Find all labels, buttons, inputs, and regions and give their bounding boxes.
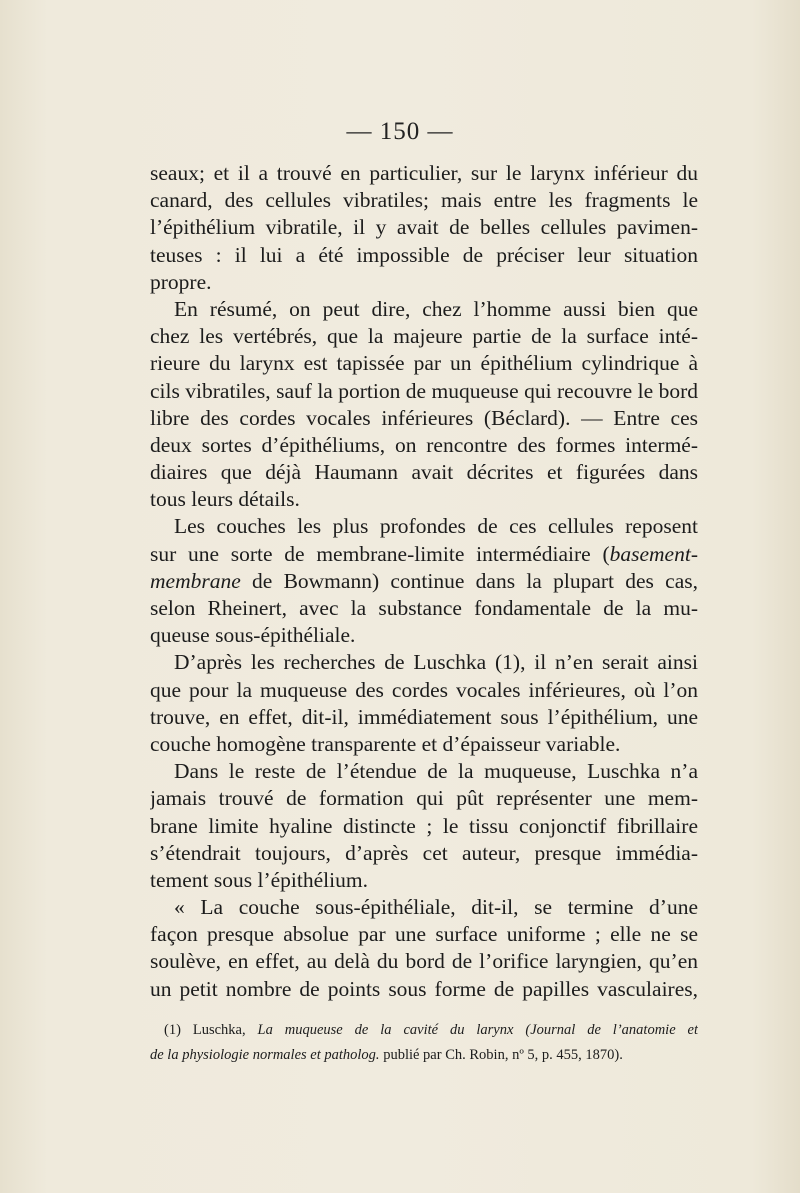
paragraph [150, 296, 698, 514]
page-number: — 150 — [346, 118, 454, 145]
text-line: sur une sorte de membrane-limite intermédiaire (basement- [150, 541, 698, 566]
footnote-rest: publié par Ch. Robin, nº 5, p. 455, 1870). [383, 1047, 623, 1063]
paragraph [150, 649, 698, 758]
text-line: deux sortes d’épithéliums, on rencontre des formes intermé- [150, 432, 698, 457]
text-line: canard, des cellules vibratiles; mais entre les fragments le [150, 188, 698, 213]
text-line: seaux; et il a trouvé en particulier, sur le larynx inférieur du [150, 161, 698, 185]
footnote-journal-cont: de la physiologie normales et patholog. [150, 1047, 380, 1063]
text-line: membrane de Bowmann) continue dans la plupart des cas, [150, 568, 698, 593]
footnote [150, 1018, 698, 1068]
text-line: libre des cordes vocales inférieures (Béclard). — Entre ces [150, 405, 698, 430]
text-line: queuse sous-épithéliale. [150, 623, 356, 648]
text-line: « La couche sous-épithéliale, dit-il, se termine d’une [174, 895, 698, 920]
text-line: que pour la muqueuse des cordes vocales inférieures, où l’on [150, 677, 698, 702]
footnote-title: La muqueuse de la cavité du larynx [257, 1022, 514, 1038]
text-line: selon Rheinert, avec la substance fondamentale de la mu- [150, 596, 698, 620]
italic-term: basement- [609, 541, 698, 566]
paragraph [150, 758, 698, 894]
text-line: brane limite hyaline distincte ; le tissu conjonctif fibrillaire [150, 813, 698, 838]
footnote-author: Luschka, [192, 1022, 246, 1038]
text-line: l’épithélium vibratile, il y avait de belles cellules pavimen- [150, 215, 698, 240]
paragraph [150, 894, 698, 1003]
text-line: s’étendrait toujours, d’après cet auteur, presque immédia- [150, 840, 698, 865]
paragraph [150, 513, 698, 649]
text-line: cils vibratiles, sauf la portion de muqueuse qui recouvre le bord [150, 378, 698, 403]
text-line: teuses : il lui a été impossible de préciser leur situation [150, 242, 698, 267]
text-line: diaires que déjà Haumann avait décrites et figurées dans [150, 460, 698, 485]
text-line: Dans le reste de l’étendue de la muqueuse, Luschka n’a [174, 759, 698, 784]
paragraph [150, 160, 698, 296]
text-line: tous leurs détails. [150, 487, 300, 512]
text-line: façon presque absolue par une surface uniforme ; elle ne se [150, 922, 698, 947]
body-text [150, 160, 698, 1003]
italic-term: membrane [150, 568, 241, 593]
footnote-journal: (Journal de l’anatomie et [525, 1022, 698, 1038]
text-line: D’après les recherches de Luschka (1), il n’en serait ainsi [174, 650, 698, 675]
text-line: trouve, en effet, dit-il, immédiatement sous l’épithélium, une [150, 704, 698, 729]
text-line: propre. [150, 269, 212, 294]
text-line: couche homogène transparente et d’épaisseur variable. [150, 731, 621, 756]
text-line: soulève, en effet, au delà du bord de l’orifice laryngien, qu’en [150, 949, 698, 974]
footnote-marker: (1) [164, 1022, 181, 1038]
footnote-line [150, 1018, 698, 1043]
text-line: Les couches les plus profondes de ces cellules reposent [174, 514, 698, 539]
text-line: En résumé, on peut dire, chez l’homme aussi bien que [174, 296, 698, 321]
text-line: un petit nombre de points sous forme de papilles vasculaires, [150, 976, 698, 1001]
text-line: tement sous l’épithélium. [150, 867, 368, 892]
footnote-line [150, 1043, 698, 1068]
text-line: jamais trouvé de formation qui pût représenter une mem- [150, 786, 698, 811]
text-line: chez les vertébrés, que la majeure partie de la surface inté- [150, 324, 698, 349]
text-line: rieure du larynx est tapissée par un épithélium cylindrique à [150, 351, 698, 376]
